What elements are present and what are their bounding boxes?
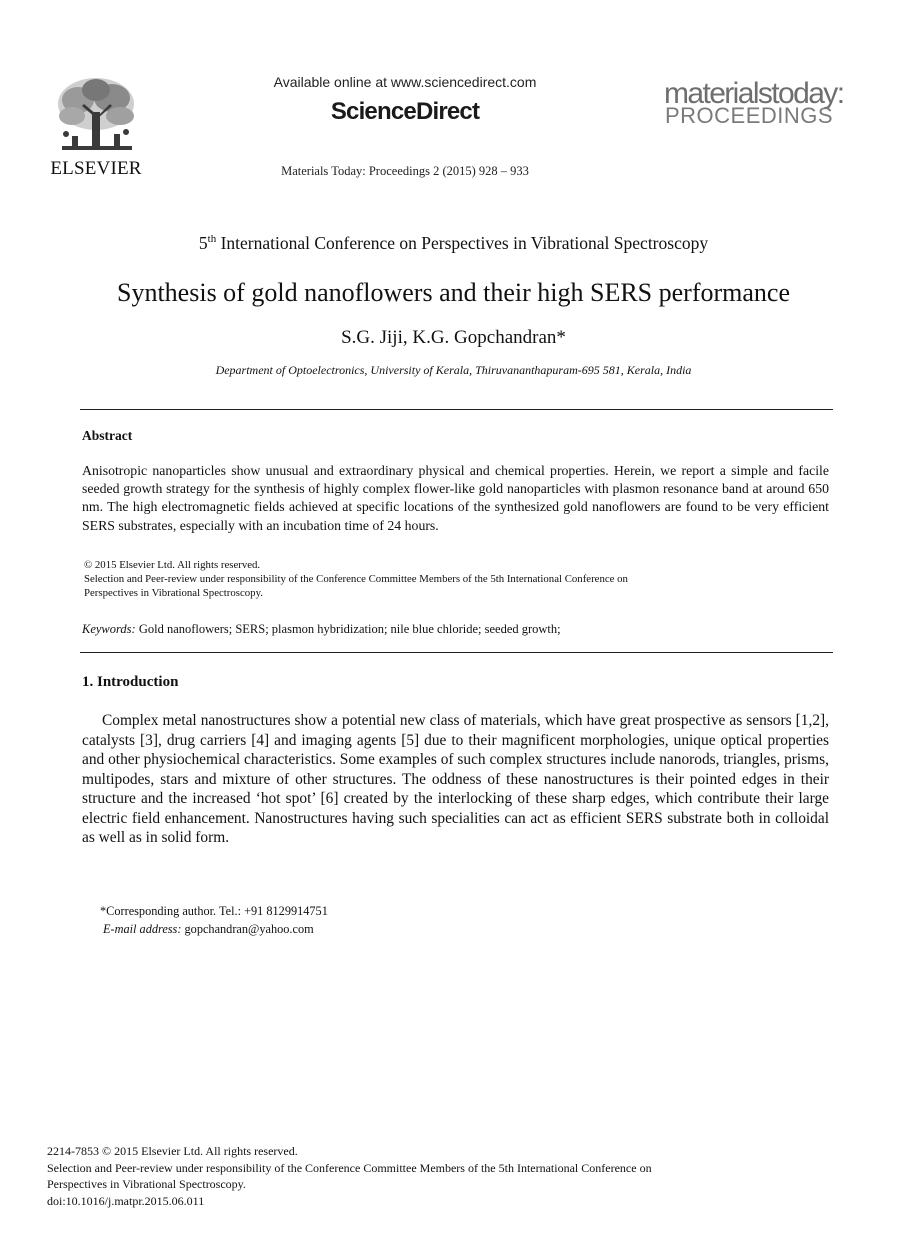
doi-link[interactable]: doi:10.1016/j.matpr.2015.06.011 [47, 1193, 205, 1208]
journal-logo-line2: PROCEEDINGS [665, 103, 834, 128]
journal-reference: Materials Today: Proceedings 2 (2015) 928 – 933 [281, 164, 529, 178]
introduction-body [82, 711, 829, 848]
issn-line: 2214-7853 © 2015 Elsevier Ltd. All rights reserved. [47, 1144, 298, 1158]
elsevier-tree-icon [52, 74, 140, 156]
copyright-line: © 2015 Elsevier Ltd. All rights reserved. [84, 559, 261, 571]
conference-title: International Conference on Perspectives in Vibrational Spectroscopy [216, 233, 709, 253]
keywords-list: Gold nanoflowers; SERS; plasmon hybridization; nile blue chloride; seeded growth; [135, 622, 561, 636]
keywords-label: Keywords: [82, 622, 136, 636]
email-address [103, 922, 314, 937]
journal-logo-line1: materialstoday: [664, 77, 844, 110]
divider-top [80, 409, 833, 410]
materials-today-logo [664, 78, 854, 130]
conference-name [0, 233, 907, 254]
email-link[interactable]: gopchandran@yahoo.com [181, 922, 314, 936]
introduction-paragraph: Complex metal nanostructures show a potential new class of materials, which have great prospective as sensors [1,2], catalysts [3], drug carriers [4] and imaging agents [5] due to their magnificent morphologies, unique optical properties and other physiochemical characteristics. Some examples of such complex structures include nanorods, triangles, prisms, multipodes, stars and mixture of other structures. The oddness of these nanostructures is their pointed edges in their structure and the increased ‘hot spot’ [6] created by the interlocking of these sharp edges, which contribute their large electric field enhancement. Nanostructures having such specialities can act as efficient SERS substrate both in colloidal as well as in solid form. [82, 712, 829, 846]
conference-ordinal: 5 [198, 233, 208, 253]
introduction-heading: 1. Introduction [82, 674, 179, 690]
paper-title: Synthesis of gold nanoflowers and their high SERS performance [117, 278, 790, 307]
page-footer [47, 1143, 747, 1209]
sciencedirect-logo: ScienceDirect [330, 98, 480, 125]
peer-review-line: Perspectives in Vibrational Spectroscopy. [47, 1177, 246, 1191]
peer-review-line: Selection and Peer-review under responsibility of the Conference Committee Members of the 5th International Conference on [47, 1160, 652, 1175]
conference-ordinal-suffix: th [207, 233, 217, 246]
abstract-copyright [84, 558, 784, 600]
authors: S.G. Jiji, K.G. Gopchandran* [341, 327, 566, 348]
publisher-name: ELSEVIER [50, 158, 142, 179]
keywords [82, 622, 829, 637]
abstract-heading: Abstract [82, 428, 133, 443]
elsevier-logo [50, 74, 142, 178]
copyright-line: Perspectives in Vibrational Spectroscopy. [84, 587, 263, 599]
corresponding-author: *Corresponding author. Tel.: +91 8129914751 [100, 904, 328, 918]
email-label: E-mail address: [103, 922, 182, 936]
abstract-body: Anisotropic nanoparticles show unusual and extraordinary physical and chemical properties. Herein, we report a simple and facile seeded growth strategy for the synthesis of highly complex flower-like gold nanoparticles with plasmon resonance band at around 650 nm. The high electromagnetic fields achieved at specific locations of the synthesized gold nanoflowers are found to be very efficient SERS substrates, especially with an incubation time of 24 hours. [82, 463, 829, 533]
copyright-line: Selection and Peer-review under responsibility of the Conference Committee Members of the 5th International Conference on [84, 573, 628, 585]
available-online-text: Available online at www.sciencedirect.com [273, 74, 537, 90]
affiliation: Department of Optoelectronics, University of Kerala, Thiruvananthapuram-695 581, Kerala, India [215, 363, 692, 377]
divider-bottom [80, 652, 833, 653]
